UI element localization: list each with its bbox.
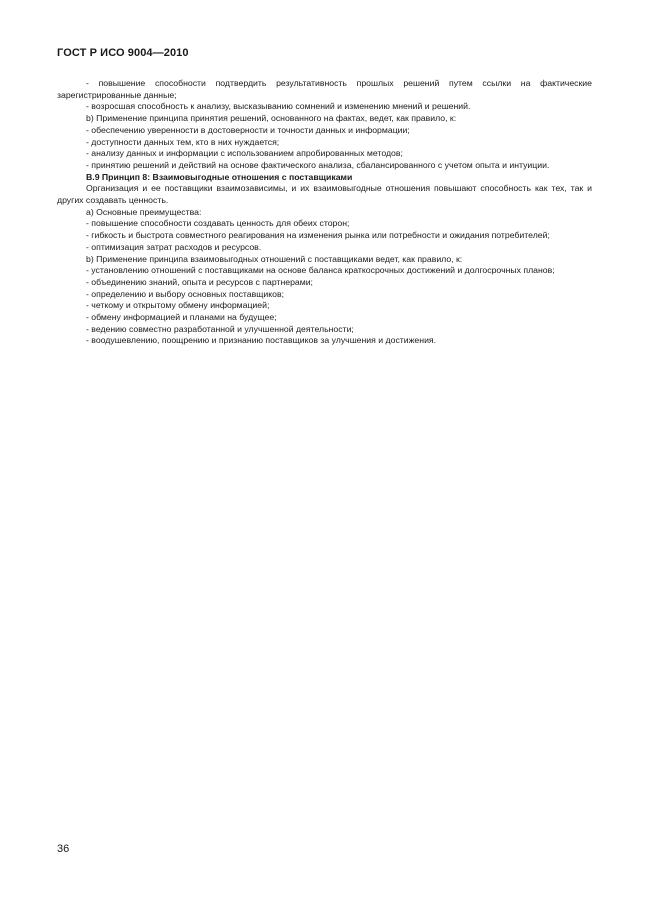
paragraph: - четкому и открытому обмену информацией;	[86, 300, 270, 311]
document-header: ГОСТ Р ИСО 9004—2010	[57, 47, 189, 59]
section-heading: B.9 Принцип 8: Взаимовыгодные отношения с поставщиками	[86, 171, 353, 182]
page-number: 36	[57, 843, 70, 855]
paragraph: - повышение способности подтвердить результативность прошлых решений путем ссылки на фактические зарегистрированные данные;	[57, 78, 592, 100]
paragraph: - оптимизация затрат расходов и ресурсов.	[86, 241, 262, 252]
paragraph: a) Основные преимущества:	[86, 206, 202, 217]
paragraph: - воодушевлению, поощрению и признанию поставщиков за улучшения и достижения.	[86, 335, 437, 346]
paragraph: - обмену информацией и планами на будущее;	[86, 312, 277, 323]
paragraph: - принятию решений и действий на основе фактического анализа, сбалансированного с учетом опыта и интуиции.	[86, 159, 550, 170]
paragraph: - анализу данных и информации с использованием апробированных методов;	[86, 148, 403, 159]
paragraph: - установлению отношений с поставщиками на основе баланса краткосрочных достижений и долгосрочных планов;	[86, 265, 555, 276]
paragraph: b) Применение принципа принятия решений, основанного на фактах, ведет, как правило, к:	[86, 113, 457, 124]
paragraph: Организация и ее поставщики взаимозависимы, и их взаимовыгодные отношения повышают способность как тех, так и других создавать ценность.	[57, 183, 592, 206]
paragraph: - ведению совместно разработанной и улучшенной деятельности;	[86, 323, 354, 334]
paragraph: - возросшая способность к анализу, высказыванию сомнений и изменению мнений и решений.	[86, 101, 471, 112]
paragraph: - определению и выбору основных поставщиков;	[86, 288, 285, 299]
paragraph: b) Применение принципа взаимовыгодных отношений с поставщиками ведет, как правило, к:	[86, 253, 463, 264]
paragraph: - объединению знаний, опыта и ресурсов с партнерами;	[86, 276, 313, 287]
paragraph: - повышение способности создавать ценность для обеих сторон;	[86, 218, 350, 229]
paragraph: - доступности данных тем, кто в них нуждается;	[86, 136, 280, 147]
paragraph: - обеспечению уверенности в достоверности и точности данных и информации;	[86, 124, 410, 135]
paragraph: - гибкость и быстрота совместного реагирования на изменения рынка или потребности и ожидания потребителей;	[86, 230, 550, 241]
document-body	[57, 78, 592, 347]
